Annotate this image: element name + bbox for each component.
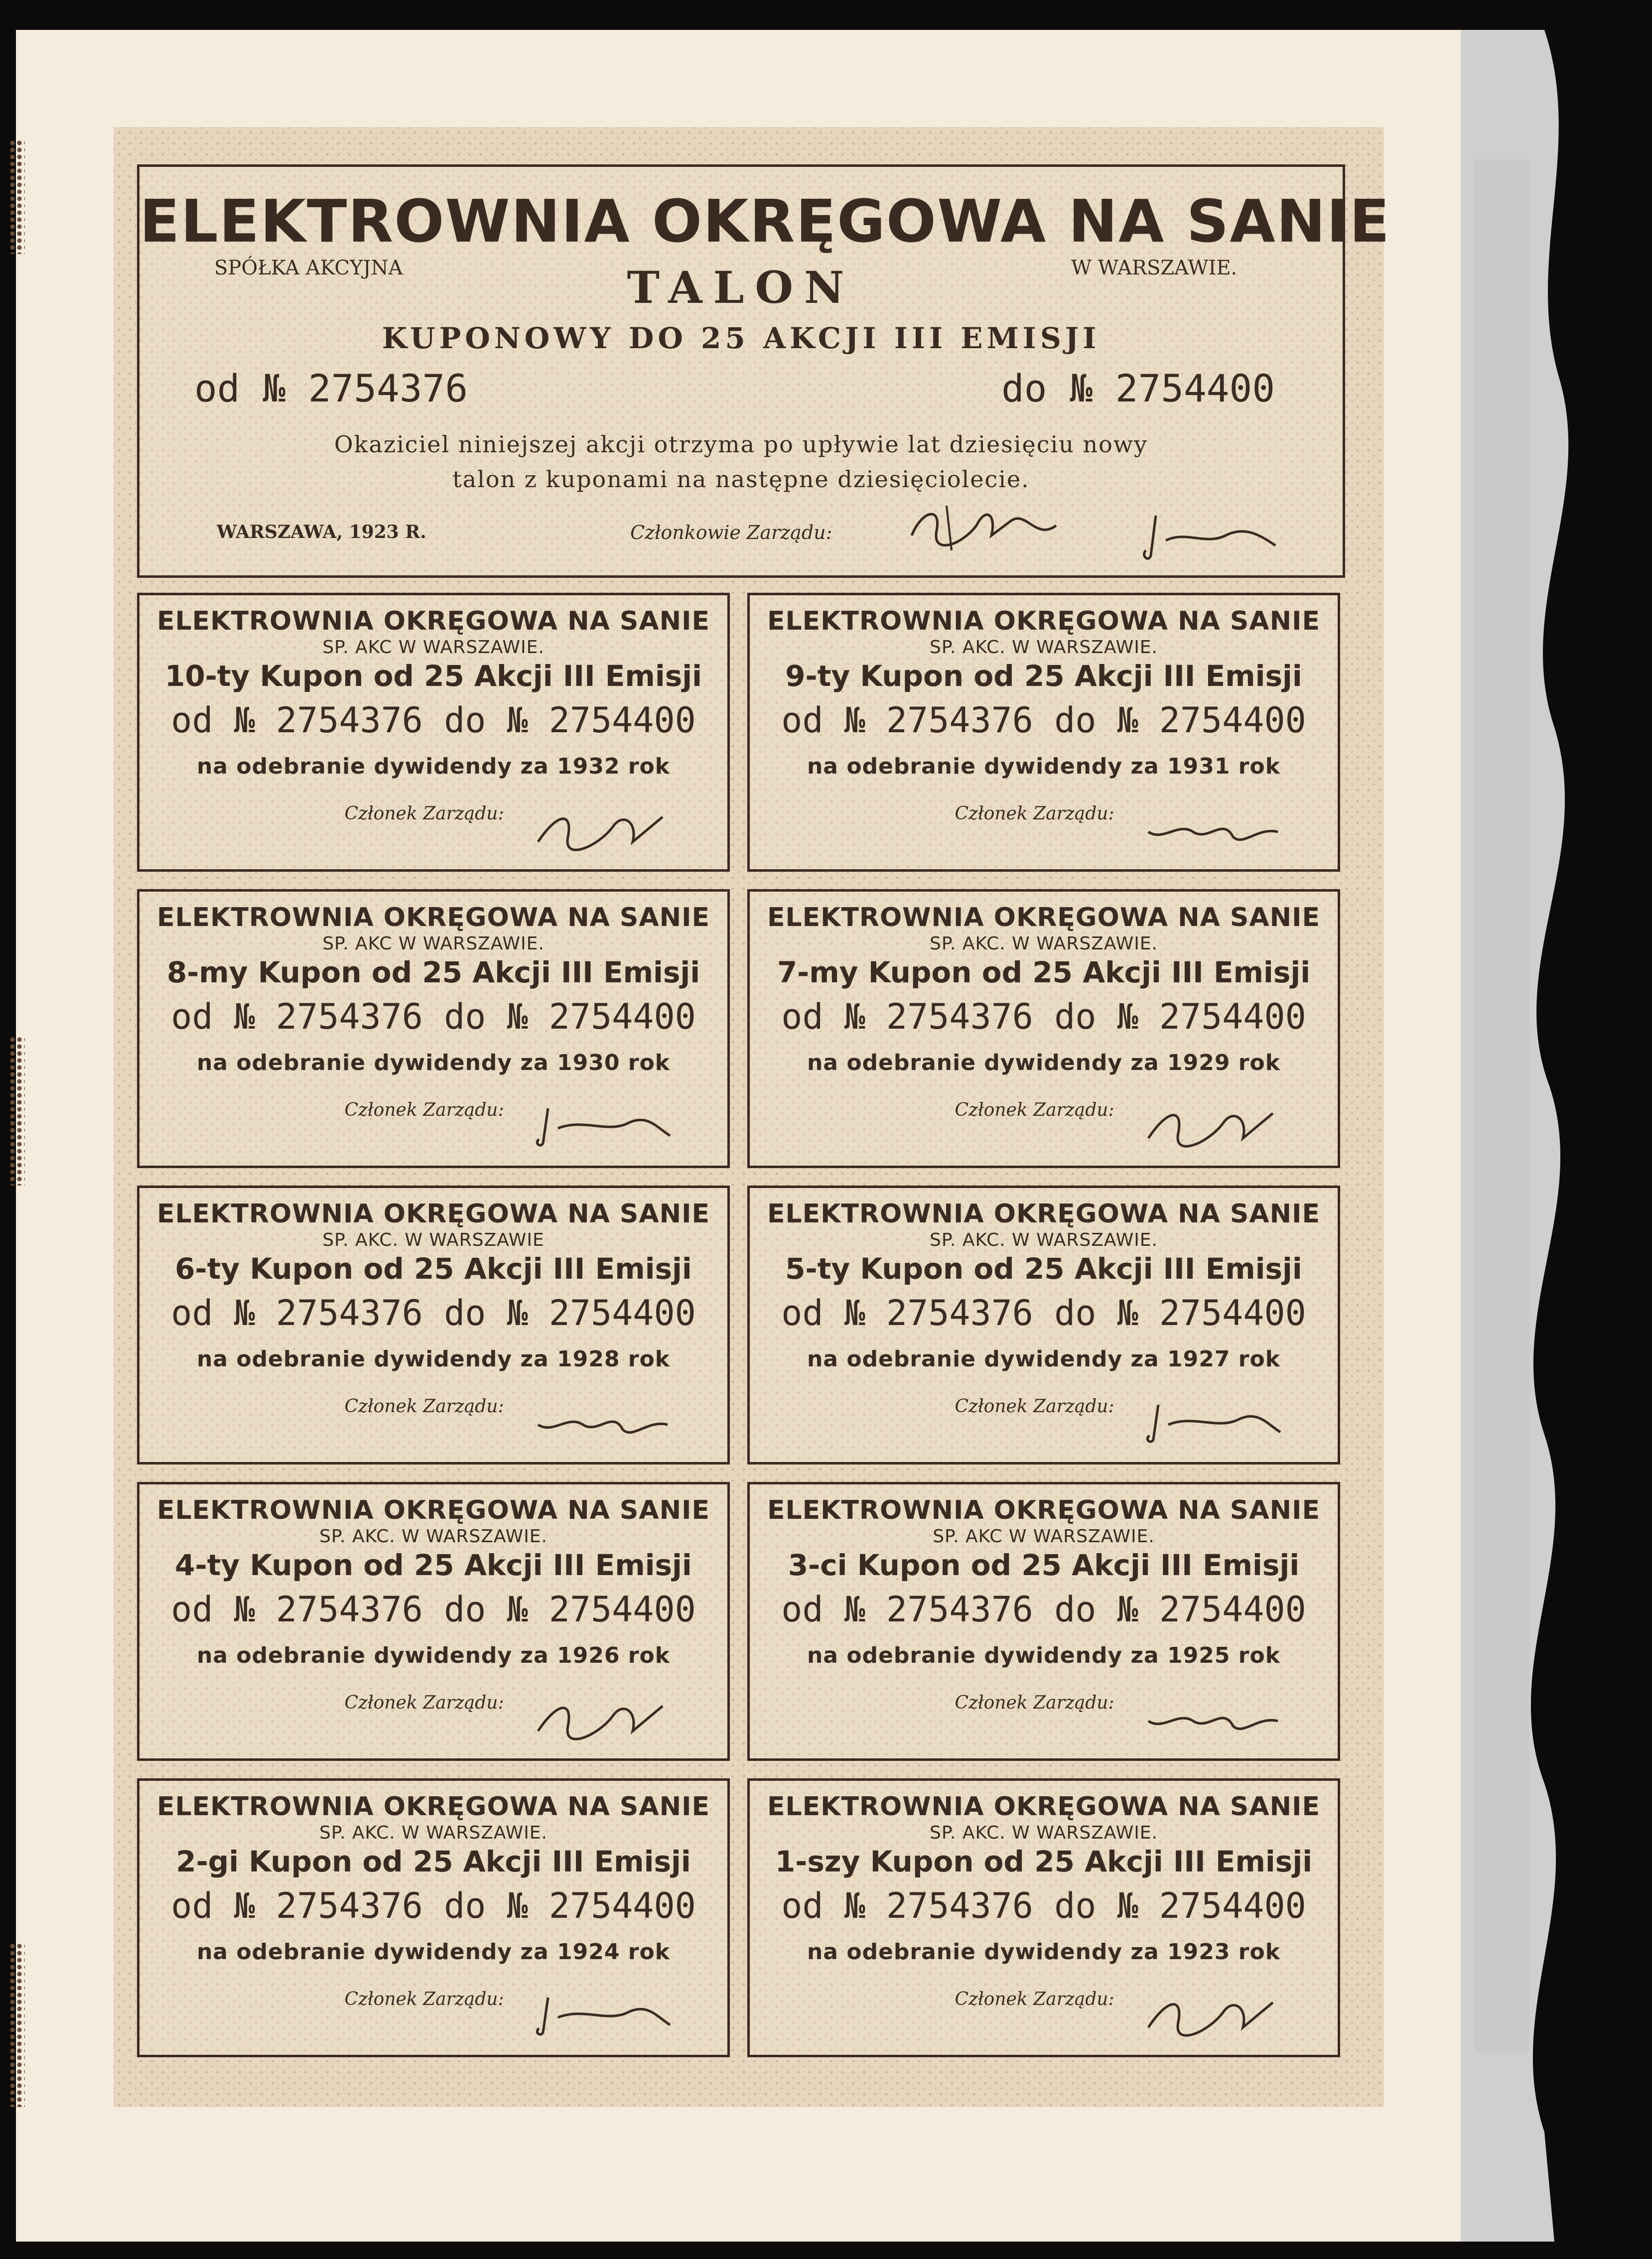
coupon-member-label: Członek Zarządu:: [955, 1396, 1114, 1417]
coupon-company: ELEKTROWNIA OKRĘGOWA NA SANIE: [156, 1199, 710, 1229]
coupon-numbers: od № 2754376 do № 2754400: [171, 700, 696, 741]
coupon-dividend: na odebranie dywidendy za 1932 rok: [196, 754, 670, 779]
coupon-company: ELEKTROWNIA OKRĘGOWA NA SANIE: [156, 903, 710, 932]
coupon-dividend: na odebranie dywidendy za 1925 rok: [807, 1643, 1280, 1668]
coupon-dividend: na odebranie dywidendy za 1927 rok: [807, 1346, 1280, 1372]
coupon-signature: [528, 1686, 678, 1746]
coupon-name: 2-gi Kupon od 25 Akcji III Emisji: [176, 1845, 691, 1878]
coupon-member-label: Członek Zarządu:: [955, 803, 1114, 824]
coupon-member-label: Członek Zarządu:: [955, 1693, 1114, 1713]
coupon-subtitle: SP. AKC W WARSZAWIE.: [933, 1526, 1155, 1547]
coupon-numbers: od № 2754376 do № 2754400: [781, 700, 1306, 741]
talon-header: [137, 164, 1391, 578]
coupon-signature: [528, 797, 678, 857]
coupon-signature: [528, 1093, 678, 1153]
talon-subtitle: KUPONOWY DO 25 AKCJI III EMISJI: [382, 321, 1101, 355]
coupon-name: 4-ty Kupon od 25 Akcji III Emisji: [175, 1548, 692, 1582]
coupon-company: ELEKTROWNIA OKRĘGOWA NA SANIE: [156, 1792, 710, 1822]
coupon-signature: [528, 1983, 678, 2042]
coupon-member-label: Członek Zarządu:: [344, 1693, 504, 1713]
coupon-numbers: od № 2754376 do № 2754400: [781, 1589, 1306, 1630]
talon-range-to: do № 2754400: [1001, 366, 1275, 410]
coupon: [137, 1778, 730, 2057]
coupon-member-label: Członek Zarządu:: [344, 803, 504, 824]
coupon-subtitle: SP. AKC. W WARSZAWIE.: [319, 1526, 548, 1547]
perforation-top: [9, 139, 25, 254]
coupon-signature: [1138, 797, 1288, 857]
talon-place-date: WARSZAWA, 1923 R.: [217, 522, 426, 542]
coupon-signature: [1138, 1686, 1288, 1746]
coupon: [137, 889, 730, 1168]
coupon-subtitle: SP. AKC. W WARSZAWIE.: [319, 1823, 548, 1843]
coupon-name: 3-ci Kupon od 25 Akcji III Emisji: [788, 1548, 1300, 1582]
coupon: [747, 1482, 1340, 1761]
talon-signature-2: [1136, 506, 1285, 565]
talon-signature-1: [902, 496, 1071, 560]
coupon-signature: [1138, 1983, 1288, 2042]
coupon: [747, 1778, 1340, 2057]
coupon-name: 1-szy Kupon od 25 Akcji III Emisji: [775, 1845, 1313, 1878]
coupon-company: ELEKTROWNIA OKRĘGOWA NA SANIE: [156, 606, 710, 636]
talon-form: SPÓŁKA AKCYJNA: [214, 257, 403, 279]
coupon-dividend: na odebranie dywidendy za 1928 rok: [196, 1346, 670, 1372]
coupon-dividend: na odebranie dywidendy za 1931 rok: [807, 754, 1280, 779]
coupon: [747, 593, 1340, 872]
coupon-subtitle: SP. AKC W WARSZAWIE.: [322, 637, 545, 658]
talon-board-label: Członkowie Zarządu:: [630, 522, 832, 543]
coupon-member-label: Członek Zarządu:: [344, 1396, 504, 1417]
coupon-name: 7-my Kupon od 25 Akcji III Emisji: [777, 955, 1311, 989]
coupon-member-label: Członek Zarządu:: [955, 1989, 1114, 2009]
coupon-company: ELEKTROWNIA OKRĘGOWA NA SANIE: [767, 1199, 1321, 1229]
talon-text-line2: talon z kuponami na następne dziesięciolecie.: [452, 466, 1030, 493]
coupon-subtitle: SP. AKC. W WARSZAWIE.: [929, 1823, 1158, 1843]
coupon-numbers: od № 2754376 do № 2754400: [171, 1293, 696, 1333]
coupon-signature: [1138, 1390, 1288, 1450]
coupon: [137, 1482, 730, 1761]
talon-text-line1: Okaziciel niniejszej akcji otrzyma po upływie lat dziesięciu nowy: [334, 431, 1148, 458]
coupon-subtitle: SP. AKC W WARSZAWIE.: [322, 933, 545, 954]
coupon-subtitle: SP. AKC. W WARSZAWIE: [322, 1230, 545, 1250]
coupon: [137, 1186, 730, 1464]
coupon-dividend: na odebranie dywidendy za 1926 rok: [196, 1643, 670, 1668]
coupon-dividend: na odebranie dywidendy za 1929 rok: [807, 1050, 1280, 1075]
coupon: [137, 593, 730, 872]
perforation-bottom: [9, 1943, 25, 2107]
coupon-name: 10-ty Kupon od 25 Akcji III Emisji: [165, 659, 702, 693]
coupon-company: ELEKTROWNIA OKRĘGOWA NA SANIE: [767, 1792, 1321, 1822]
coupon-dividend: na odebranie dywidendy za 1930 rok: [196, 1050, 670, 1075]
coupon-numbers: od № 2754376 do № 2754400: [781, 1885, 1306, 1926]
coupon-name: 5-ty Kupon od 25 Akcji III Emisji: [785, 1252, 1302, 1286]
coupon-numbers: od № 2754376 do № 2754400: [171, 1885, 696, 1926]
coupon-subtitle: SP. AKC. W WARSZAWIE.: [929, 933, 1158, 954]
coupon-name: 6-ty Kupon od 25 Akcji III Emisji: [175, 1252, 692, 1286]
coupon-member-label: Członek Zarządu:: [344, 1989, 504, 2009]
coupon-dividend: na odebranie dywidendy za 1924 rok: [196, 1939, 670, 1965]
coupon-signature: [528, 1390, 678, 1450]
coupon-numbers: od № 2754376 do № 2754400: [781, 996, 1306, 1037]
coupon-numbers: od № 2754376 do № 2754400: [781, 1293, 1306, 1333]
coupon-subtitle: SP. AKC. W WARSZAWIE.: [929, 637, 1158, 658]
coupon-numbers: od № 2754376 do № 2754400: [171, 1589, 696, 1630]
coupon: [747, 1186, 1340, 1464]
perforation-middle: [9, 1036, 25, 1186]
coupon-member-label: Członek Zarządu:: [955, 1100, 1114, 1120]
coupon-company: ELEKTROWNIA OKRĘGOWA NA SANIE: [767, 903, 1321, 932]
coupon-company: ELEKTROWNIA OKRĘGOWA NA SANIE: [156, 1495, 710, 1525]
coupon: [747, 889, 1340, 1168]
talon-range-from: od № 2754376: [194, 366, 468, 410]
coupon-member-label: Członek Zarządu:: [344, 1100, 504, 1120]
coupon-signature: [1138, 1093, 1288, 1153]
coupon-company: ELEKTROWNIA OKRĘGOWA NA SANIE: [767, 606, 1321, 636]
talon-title: TALON: [627, 262, 855, 313]
coupon-company: ELEKTROWNIA OKRĘGOWA NA SANIE: [767, 1495, 1321, 1525]
coupon-name: 8-my Kupon od 25 Akcji III Emisji: [166, 955, 700, 989]
talon-city: W WARSZAWIE.: [1071, 257, 1238, 279]
coupon-subtitle: SP. AKC. W WARSZAWIE.: [929, 1230, 1158, 1250]
coupon-numbers: od № 2754376 do № 2754400: [171, 996, 696, 1037]
talon-company: ELEKTROWNIA OKRĘGOWA NA SANIE: [139, 187, 1391, 256]
coupon-dividend: na odebranie dywidendy za 1923 rok: [807, 1939, 1280, 1965]
coupon-name: 9-ty Kupon od 25 Akcji III Emisji: [785, 659, 1302, 693]
